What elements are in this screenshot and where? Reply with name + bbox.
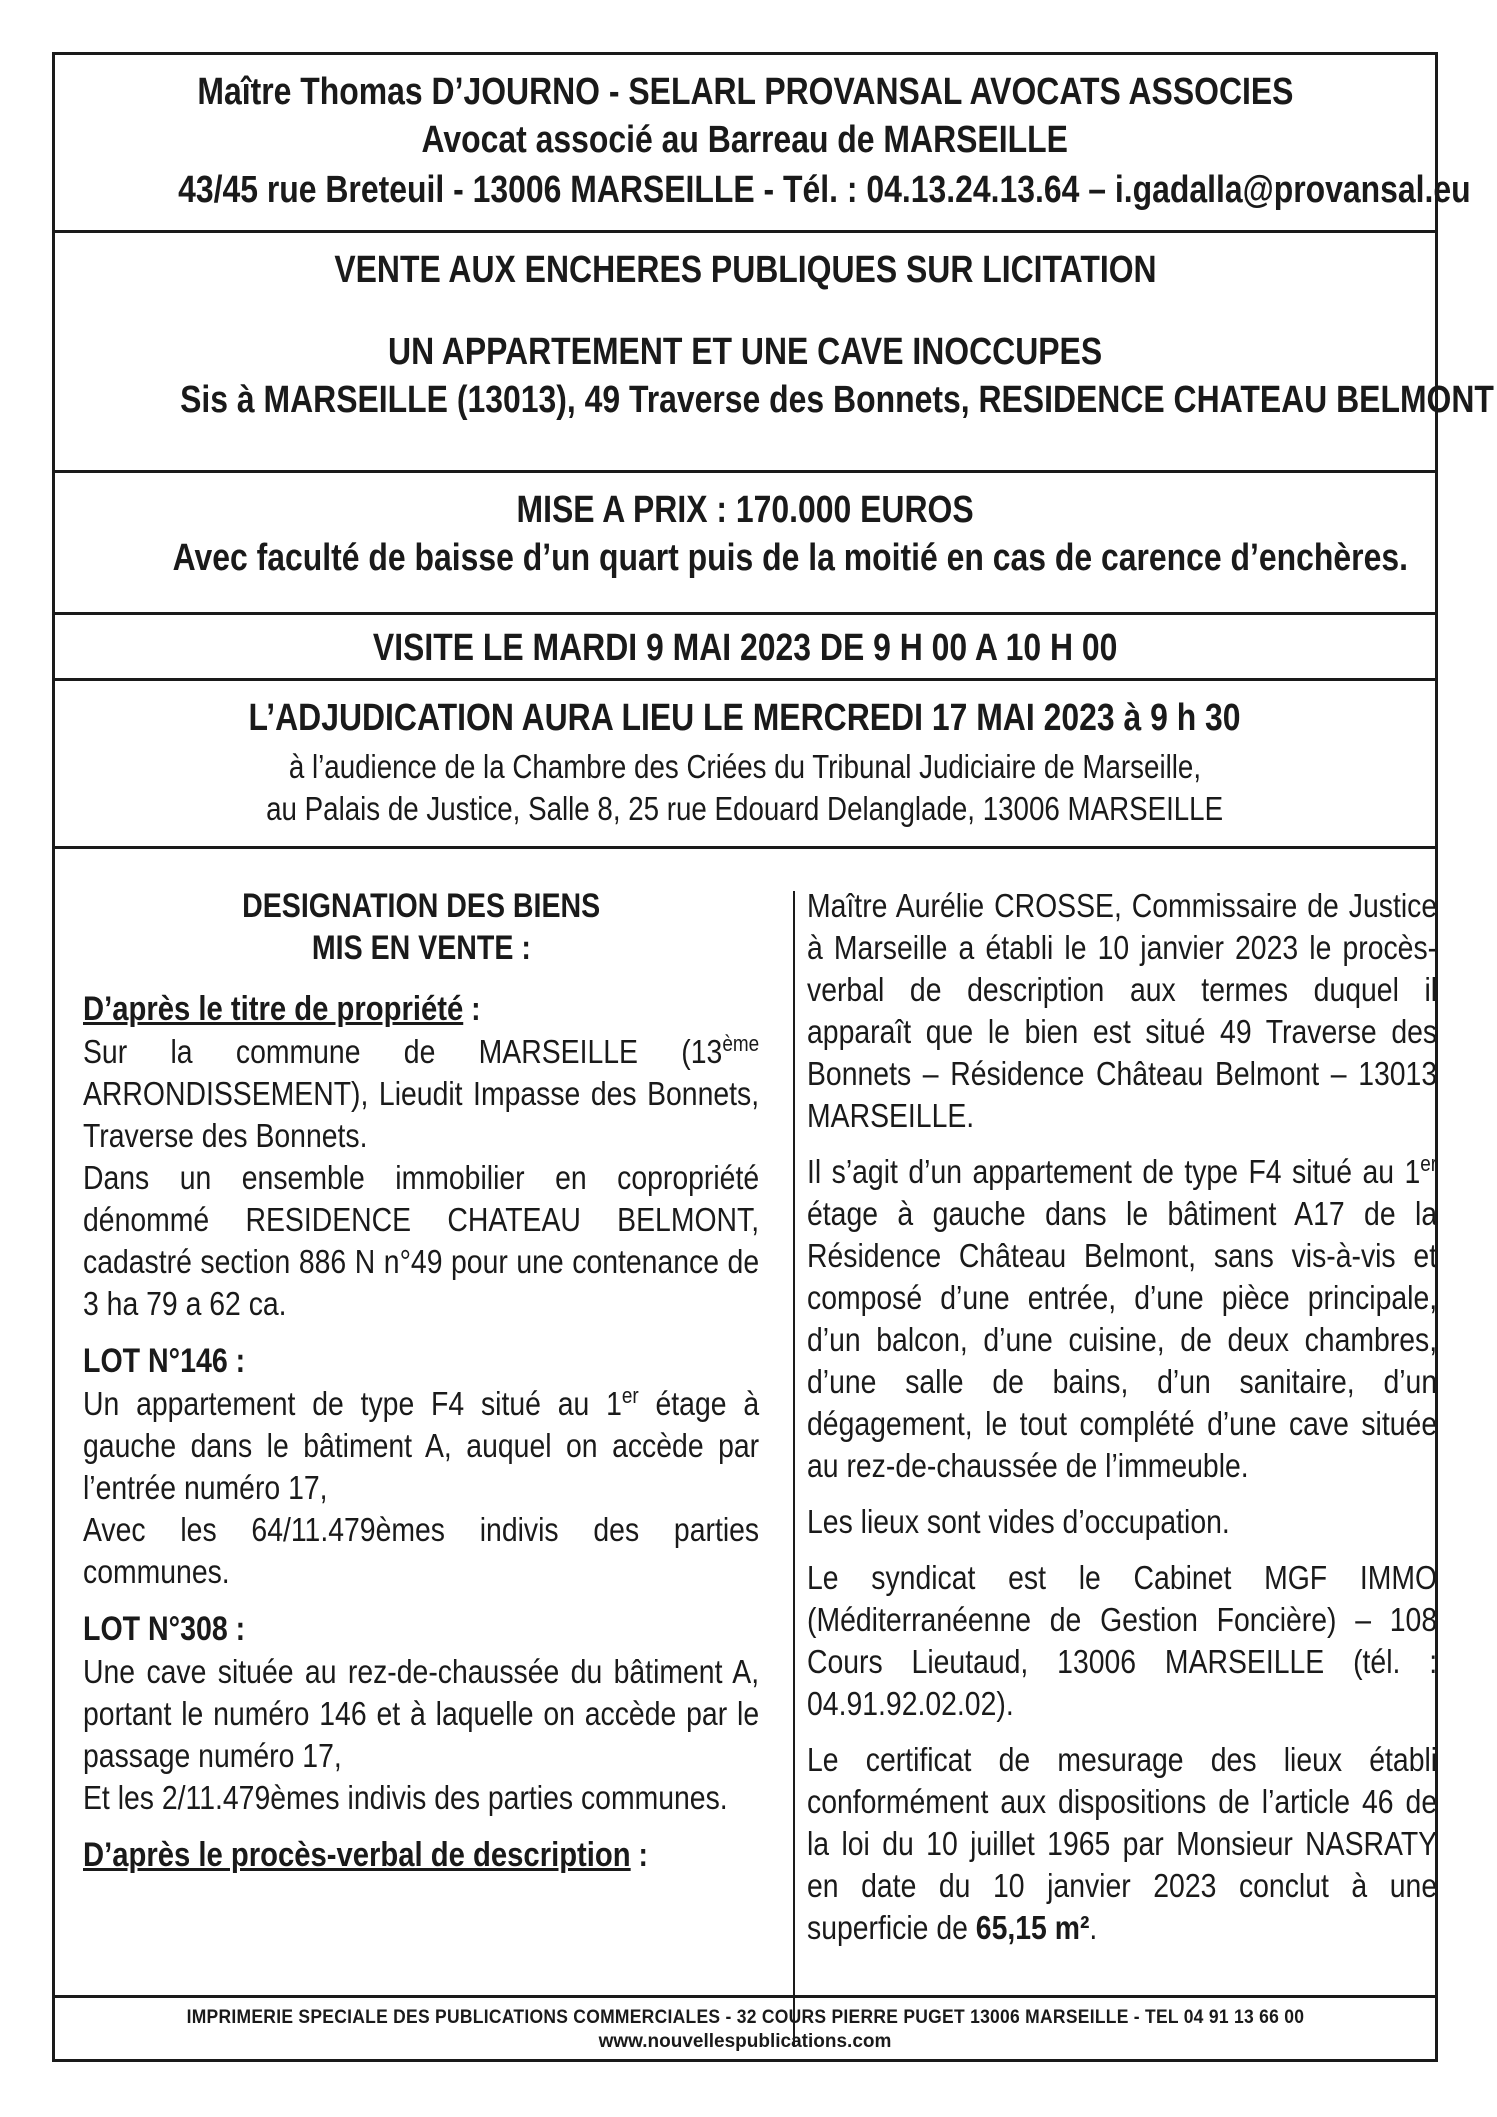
lot-146-title: LOT N°146 :: [83, 1342, 246, 1380]
adjudication-date: L’ADJUDICATION AURA LIEU LE MERCREDI 17 MAI 2023 à 9 h 30: [248, 697, 1242, 739]
designation-heading: DESIGNATION DES BIENS: [241, 887, 601, 925]
printer-footer: [55, 1995, 1435, 2059]
commune-paragraph: [83, 1031, 759, 1157]
lot-146-text: Un appartement de type F4 situé au 1: [83, 1385, 622, 1422]
commune-text: Sur la commune de MARSEILLE (13: [83, 1033, 723, 1070]
description-2-text-2: étage à gauche dans le bâtiment A17 de la Résidence Château Belmont, sans vis-à-vis et composé d’une entrée, d’une pièce principale, d’un balcon, d’une cuisine, de deux chambres, d’une salle de bains, d’un sanitaire, d’un dégagement, le tout complété d’une cave située au rez-de-chaussée de l’immeuble.: [807, 1195, 1438, 1484]
lot-146-shares: Avec les 64/11.479èmes indivis des parties communes.: [83, 1511, 760, 1590]
syndic-paragraph: Le syndicat est le Cabinet MGF IMMO (Méditerranéenne de Gestion Foncière) – 108 Cours Lieutaud, 13006 MARSEILLE (tél. : 04.91.92.02.02).: [807, 1559, 1438, 1722]
lawyer-name: Maître Thomas D’JOURNO - SELARL PROVANSAL AVOCATS ASSOCIES: [196, 71, 1294, 113]
lot-308-title: LOT N°308 :: [83, 1610, 246, 1648]
lot-146-text-2: étage à gauche dans le bâtiment A, auquel on accède par l’entrée numéro 17,: [83, 1385, 760, 1506]
pv-label: D’après le procès-verbal de description: [83, 1836, 631, 1874]
surface-value: 65,15 m²: [975, 1909, 1090, 1946]
sale-title: VENTE AUX ENCHERES PUBLIQUES SUR LICITATION: [333, 249, 1157, 291]
commune-sup: ème: [722, 1031, 760, 1056]
sale-section: [55, 233, 1494, 473]
commune-text-2: ARRONDISSEMENT), Lieudit Impasse des Bonnets, Traverse des Bonnets.: [83, 1075, 760, 1154]
visit-date: VISITE LE MARDI 9 MAI 2023 DE 9 H 00 A 10 H 00: [372, 627, 1118, 669]
starting-price: MISE A PRIX : 170.000 EUROS: [516, 489, 974, 531]
description-2-sup: er: [1420, 1151, 1438, 1176]
title-deed-colon: :: [463, 990, 481, 1027]
adjudication-section: [55, 681, 1435, 849]
ensemble-paragraph: [83, 1157, 759, 1325]
left-column: [83, 885, 759, 1877]
visit-section: [55, 615, 1435, 681]
price-reduction: Avec faculté de baisse d’un quart puis de la moitié en cas de carence d’enchères.: [172, 537, 1408, 579]
sale-object: UN APPARTEMENT ET UNE CAVE INOCCUPES: [387, 331, 1103, 373]
sale-location: Sis à MARSEILLE (13013), 49 Traverse des Bonnets, RESIDENCE CHATEAU BELMONT: [180, 379, 1494, 421]
right-column: [807, 885, 1437, 1949]
lot-146-paragraph: [83, 1383, 759, 1509]
lot-308-text: Une cave située au rez-de-chaussée du bâtiment A, portant le numéro 146 et à laquelle on accède par le passage numéro 17,: [83, 1653, 760, 1774]
column-divider: [793, 891, 795, 2047]
surface-paragraph: [807, 1739, 1437, 1949]
adjudication-venue: au Palais de Justice, Salle 8, 25 rue Edouard Delanglade, 13006 MARSEILLE: [266, 790, 1224, 827]
description-2-text: Il s’agit d’un appartement de type F4 situé au 1: [807, 1153, 1421, 1190]
pv-colon: :: [630, 1836, 648, 1873]
lawyer-address: 43/45 rue Breteuil - 13006 MARSEILLE - Tél. : 04.13.24.13.64 – i.gadalla@provansal.eu: [178, 169, 1471, 211]
lot-308-shares: Et les 2/11.479èmes indivis des parties communes.: [83, 1779, 728, 1816]
occupancy-paragraph: Les lieux sont vides d’occupation.: [807, 1503, 1230, 1540]
designation-heading-2: MIS EN VENTE :: [311, 929, 531, 967]
surface-end: .: [1089, 1909, 1098, 1946]
printer-address: IMPRIMERIE SPECIALE DES PUBLICATIONS COMMERCIALES - 32 COURS PIERRE PUGET 13006 MARSEILLE - TEL 04 91 13 66 00: [186, 2007, 1304, 2028]
printer-website[interactable]: www.nouvellespublications.com: [598, 2031, 892, 2052]
lawyer-bar: Avocat associé au Barreau de MARSEILLE: [421, 119, 1069, 161]
adjudication-court: à l’audience de la Chambre des Criées du Tribunal Judiciaire de Marseille,: [288, 748, 1202, 785]
surface-text: Le certificat de mesurage des lieux établi conformément aux dispositions de l’article 46 de la loi du 10 juillet 1965 par Monsieur NASRATY en date du 10 janvier 2023 conclut à une superficie de: [807, 1741, 1438, 1946]
ensemble-text: Dans un ensemble immobilier en copropriété dénommé RESIDENCE CHATEAU BELMONT, cadastré section 886 N n°49 pour une contenance de 3 ha 79 a 62 ca.: [83, 1159, 760, 1322]
price-section: [55, 473, 1435, 615]
lot-146-sup: er: [621, 1383, 639, 1408]
notice-frame: [52, 52, 1494, 2062]
title-deed-label: D’après le titre de propriété: [83, 990, 464, 1028]
lawyer-header: [55, 55, 1471, 233]
description-paragraph-1: Maître Aurélie CROSSE, Commissaire de Justice à Marseille a établi le 10 janvier 2023 le procès-verbal de description aux termes duquel il apparaît que le bien est situé 49 Traverse des Bonnets – Résidence Château Belmont – 13013 MARSEILLE.: [807, 887, 1438, 1134]
description-paragraph-2: [807, 1151, 1437, 1487]
